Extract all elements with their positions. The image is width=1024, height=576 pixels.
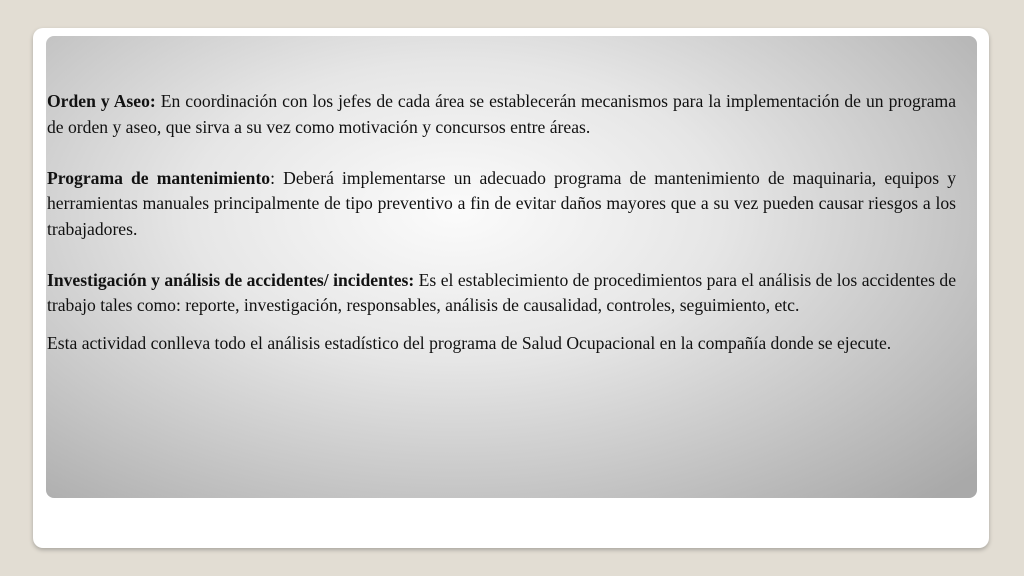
paragraph-programa-mantenimiento <box>47 166 956 243</box>
paragraph-text: En coordinación con los jefes de cada área se establecerán mecanismos para la implementación de un programa de orden y aseo, que sirva a su vez como motivación y concursos entre áreas. <box>47 91 956 137</box>
paragraph-orden-aseo <box>47 89 956 140</box>
paragraph-text: Esta actividad conlleva todo el análisis estadístico del programa de Salud Ocupacional en la compañía donde se ejecute. <box>47 332 892 353</box>
paragraph-investigacion-accidentes <box>47 268 956 319</box>
slide-text-body <box>47 89 956 356</box>
paragraph-heading: Programa de mantenimiento <box>47 167 271 188</box>
paragraph-heading: Investigación y análisis de accidentes/ incidentes: <box>47 269 415 290</box>
paragraph-actividad-estadistica <box>47 331 956 357</box>
paragraph-heading: Orden y Aseo: <box>47 91 156 111</box>
paragraph-text: : Deberá implementarse un adecuado programa de mantenimiento de maquinaria, equipos y herramientas manuales principalmente de tipo preventivo a fin de evitar daños mayores que a su vez pueden causar riesgos a los trabajadores. <box>47 167 956 239</box>
paragraph-text: Es el establecimiento de procedimientos para el análisis de los accidentes de trabajo tales como: reporte, investigación, responsables, análisis de causalidad, controles, seguimiento, etc. <box>47 269 956 315</box>
